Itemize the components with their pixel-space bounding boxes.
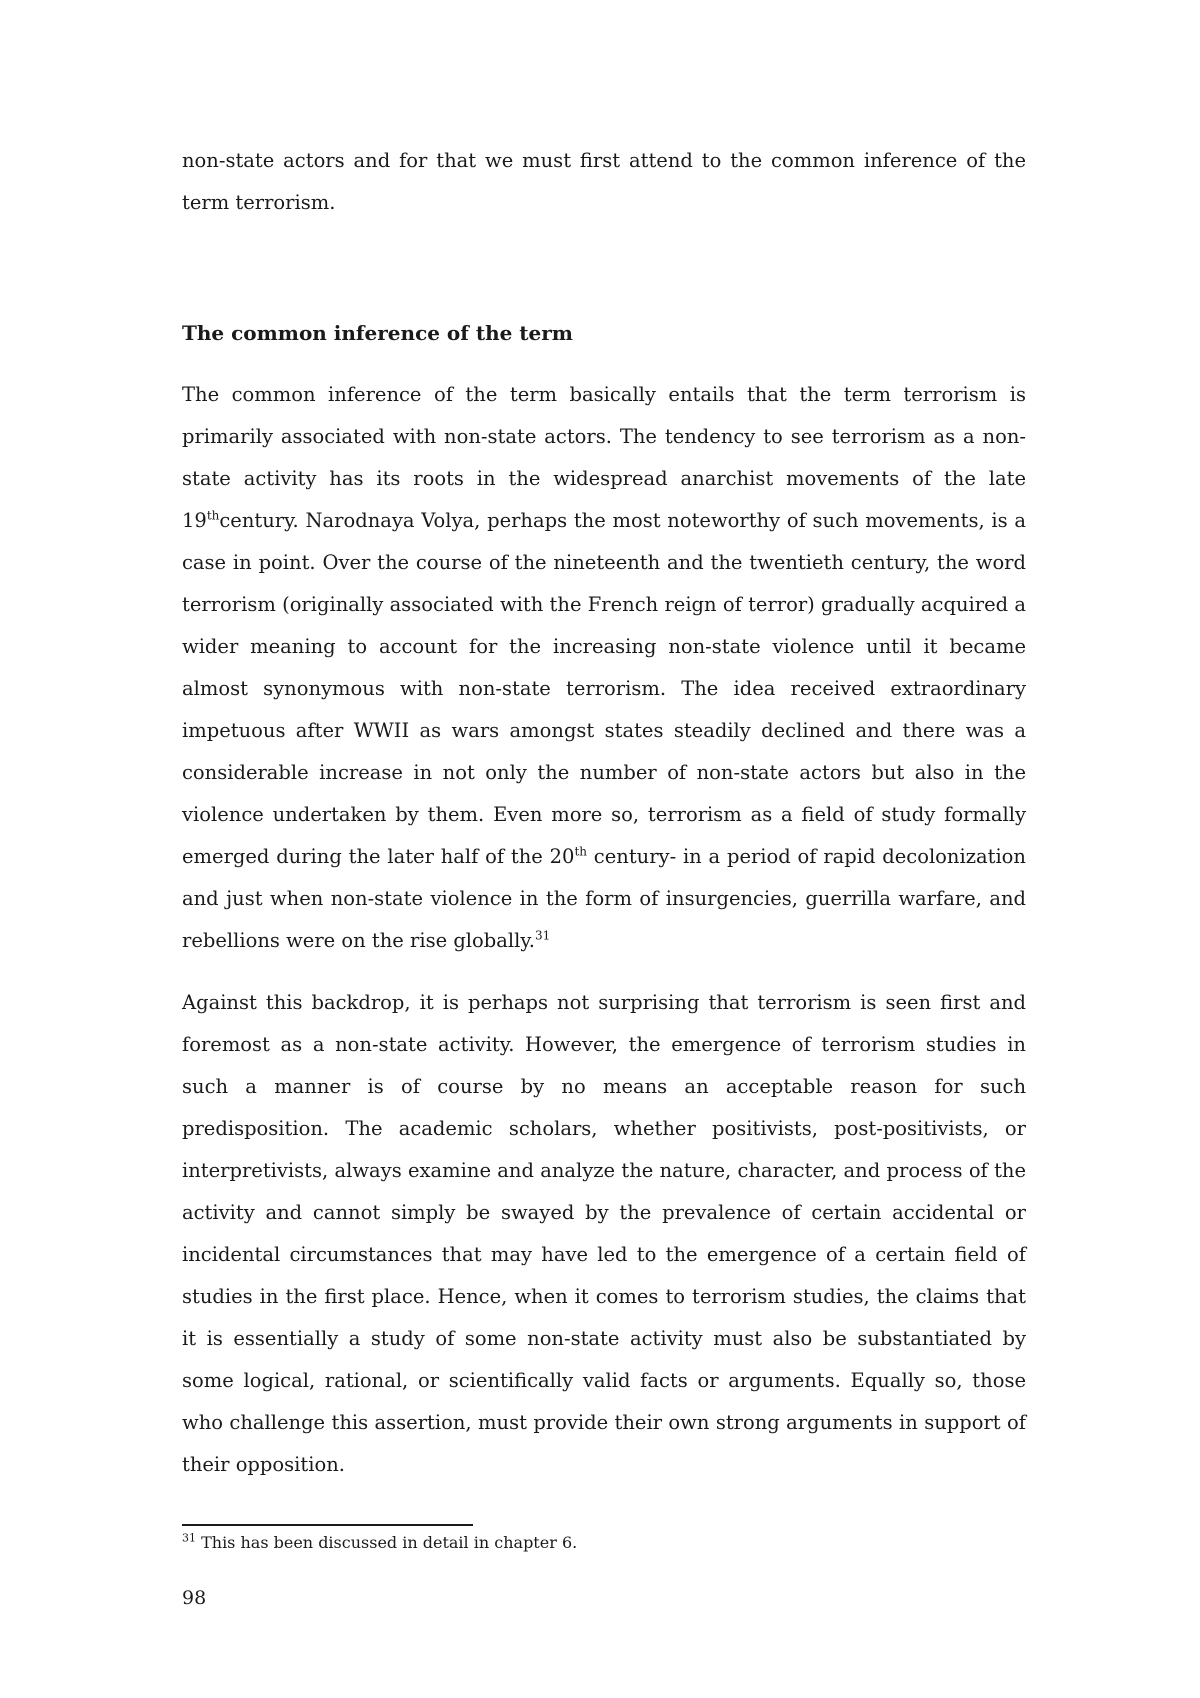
paragraph-1-part-c: century- in a period of rapid decolonization and just when non-state violence in the form of insurgencies, guerrilla warfare, and rebellions were on the rise globally. [182, 845, 1026, 952]
paragraph-1-part-b: century. Narodnaya Volya, perhaps the most noteworthy of such movements, is a case in point. Over the course of the nineteenth and the twentieth century, the word terrorism (originally associated with the French reign of terror) gradually acquired a wider meaning to account for the increasing non-state violence until it became almost synonymous with non-state terrorism. The idea received extraordinary impetuous after WWII as wars amongst states steadily declined and there was a considerable increase in not only the number of non-state actors but also in the violence undertaken by them. Even more so, terrorism as a field of study formally emerged during the later half of the 20 [182, 509, 1026, 868]
superscript-th: th [574, 844, 588, 859]
footnote-text: This has been discussed in detail in chapter 6. [196, 1533, 578, 1552]
intro-paragraph: non-state actors and for that we must first attend to the common inference of the term terrorism. [182, 149, 1026, 214]
page-body [182, 140, 1026, 1506]
superscript-th: th [206, 508, 220, 523]
footnote [182, 1532, 577, 1554]
body-paragraph-2: Against this backdrop, it is perhaps not surprising that terrorism is seen first and foremost as a non-state activity. However, the emergence of terrorism studies in such a manner is of course by no means an acceptable reason for such predisposition. The academic scholars, whether positivists, post-positivists, or interpretivists, always examine and analyze the nature, character, and process of the activity and cannot simply be swayed by the prevalence of certain accidental or incidental circumstances that may have led to the emergence of a certain field of studies in the first place. Hence, when it comes to terrorism studies, the claims that it is essentially a study of some non-state activity must also be substantiated by some logical, rational, or scientifically valid facts or arguments. Equally so, those who challenge this assertion, must provide their own strong arguments in support of their opposition. [182, 991, 1026, 1476]
body-paragraph-1 [182, 374, 1026, 962]
section-heading: The common inference of the term [182, 321, 573, 345]
paragraph-1-part-a: The common inference of the term basically entails that the term terrorism is primarily associated with non-state actors. The tendency to see terrorism as a non-state activity has its roots in the widespread anarchist movements of the late 19 [182, 383, 1026, 532]
footnote-number: 31 [182, 1531, 196, 1545]
footnote-reference[interactable]: 31 [535, 928, 551, 943]
page-number: 98 [182, 1587, 207, 1609]
footnote-divider [182, 1524, 473, 1526]
